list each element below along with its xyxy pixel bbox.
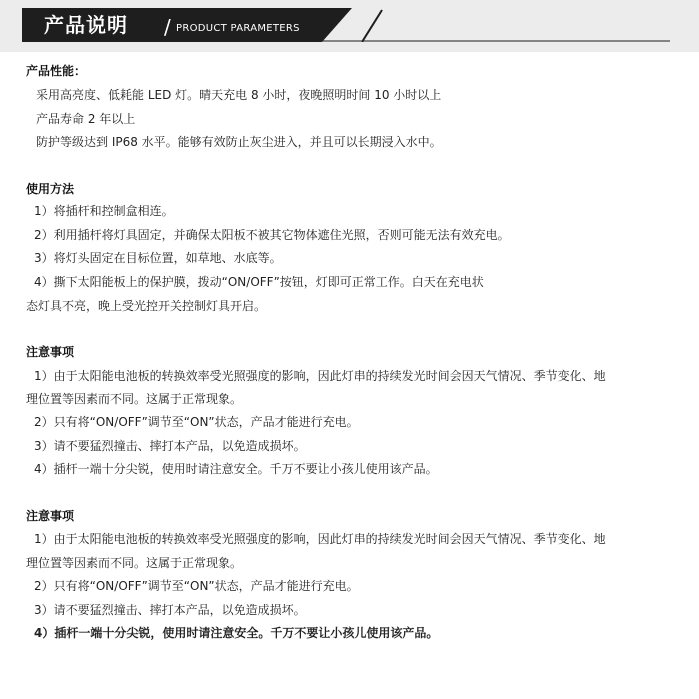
text-line: 2）只有将“ON/OFF”调节至“ON”状态，产品才能进行充电。	[34, 579, 359, 593]
header-banner	[22, 8, 670, 42]
text-line: 理位置等因素而不同。这属于正常现象。	[26, 392, 243, 406]
text-line: 2）只有将“ON/OFF”调节至“ON”状态，产品才能进行充电。	[34, 415, 359, 429]
page-subtitle: PRODUCT PARAMETERS	[176, 23, 300, 34]
text-line: 3）将灯头固定在目标位置，如草地、水底等。	[34, 251, 282, 265]
section-title-usage: 使用方法	[26, 182, 75, 196]
text-line: 4）插杆一端十分尖锐，使用时请注意安全。千万不要让小孩儿使用该产品。	[34, 626, 439, 640]
text-line: 4）撕下太阳能板上的保护膜，拨动“ON/OFF”按钮，灯即可正常工作。白天在充电状	[34, 275, 484, 289]
text-line: 4）插杆一端十分尖锐，使用时请注意安全。千万不要让小孩儿使用该产品。	[34, 462, 438, 476]
text-line: 3）请不要猛烈撞击、摔打本产品，以免造成损坏。	[34, 603, 306, 617]
title-separator: /	[164, 15, 171, 39]
text-line: 1）将插杆和控制盒相连。	[34, 204, 174, 218]
text-line: 态灯具不亮，晚上受光控开关控制灯具开启。	[26, 299, 267, 313]
section-title-notes: 注意事项	[26, 509, 75, 523]
section-title-notes: 注意事项	[26, 345, 75, 359]
text-line: 防护等级达到 IP68 水平。能够有效防止灰尘进入，并且可以长期浸入水中。	[36, 135, 442, 149]
text-line: 3）请不要猛烈撞击、摔打本产品，以免造成损坏。	[34, 439, 306, 453]
text-line: 1）由于太阳能电池板的转换效率受光照强度的影响，因此灯串的持续发光时间会因天气情况、季节变化、地	[34, 532, 606, 546]
text-line: 产品寿命 2 年以上	[36, 112, 136, 126]
text-line: 采用高亮度、低耗能 LED 灯。晴天充电 8 小时，夜晚照明时间 10 小时以上	[36, 88, 442, 102]
text-line: 2）利用插杆将灯具固定，并确保太阳板不被其它物体遮住光照，否则可能无法有效充电。	[34, 228, 510, 242]
section-title-performance: 产品性能：	[26, 64, 87, 78]
text-line: 理位置等因素而不同。这属于正常现象。	[26, 556, 243, 570]
text-line: 1）由于太阳能电池板的转换效率受光照强度的影响，因此灯串的持续发光时间会因天气情况、季节变化、地	[34, 369, 606, 383]
page-title: 产品说明	[44, 13, 128, 37]
